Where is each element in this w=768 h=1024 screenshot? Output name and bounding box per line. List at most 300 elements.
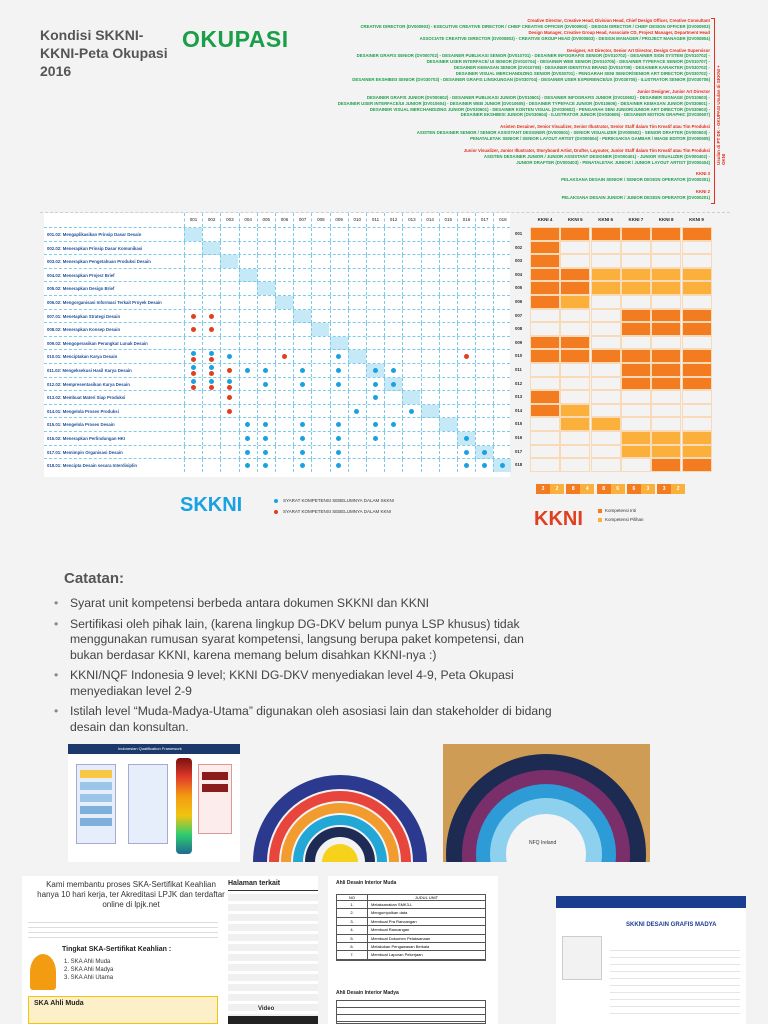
red-dot-icon (227, 385, 232, 390)
kkni-cell (591, 377, 621, 391)
grid-cell (330, 405, 348, 418)
grid-cell (439, 446, 457, 459)
grid-cell (184, 432, 202, 445)
blue-dot-icon (300, 436, 305, 441)
kkni-count-badge: 8 (566, 484, 580, 494)
blue-dot-icon (300, 368, 305, 373)
grid-row (44, 431, 510, 445)
thumbnail-nfq-ireland[interactable] (443, 744, 650, 862)
grid-cell (475, 378, 493, 391)
kkni-cell (591, 227, 621, 241)
red-dot-icon (191, 385, 196, 390)
grid-cell (348, 323, 366, 336)
occupation-line: DESAINER VISUAL MERCHANDIZING SENIOR (DV030701) - PENGARAH SENI SENIOR/SENIOR ART DIRECTOR (DV030702) - (455, 71, 710, 77)
thumb4-item: 3. SKA Ahli Utama (64, 975, 114, 981)
kkni-column-header: KKNI 6 (598, 217, 613, 222)
grid-cell (457, 391, 475, 404)
grid-cell (366, 282, 384, 295)
grid-cell (402, 228, 420, 241)
kkni-cell (621, 241, 651, 255)
blue-dot-icon (209, 365, 214, 370)
blue-dot-icon (464, 436, 469, 441)
grid-cell (439, 337, 457, 350)
row-number: 015 (515, 421, 523, 427)
occupation-line: DESAINER VISUAL MERCHANDIZING JUNIOR (DV030601) - DESAINER KONTEN VISUAL (DV030602) - PENGARAH SENI JUNIOR/JUNIOR ART DIRECTOR (DV030603) - (369, 106, 710, 112)
occupation-line: DESAINER EKSHIBISI JUNIOR (DV030604) - ILUSTRATOR JUNIOR (DV030605) - DESAINER MOTION GRAPHIC (DV030607) (460, 112, 710, 118)
grid-column-header: 016 (457, 213, 475, 227)
grid-cell (184, 418, 202, 431)
table-cell-title: Melaksanakan SMK3-L (367, 901, 485, 908)
kkni-count-badge: 2 (550, 484, 564, 494)
grid-cell (202, 282, 220, 295)
kkni-cell (591, 431, 621, 445)
grid-cell (311, 418, 329, 431)
arc-framework-graphic (250, 744, 430, 862)
grid-cell (421, 242, 439, 255)
blue-dot-icon (191, 379, 196, 384)
grid-cell (275, 337, 293, 350)
kkni-count-badge: 3 (536, 484, 550, 494)
grid-cell (220, 459, 238, 472)
kkni-cell (560, 295, 590, 309)
grid-cell (202, 242, 220, 255)
thumbnail-skkni-web-page[interactable] (556, 896, 746, 1024)
grid-cell (421, 378, 439, 391)
table-cell-title: Melakukan Pengawasan Berkala (367, 943, 485, 950)
grid-column-header: 010 (348, 213, 366, 227)
thumb4-text: Kami membantu proses SKA-Sertifikat Keahlian hanya 10 hari kerja, ter Akreditasi LPJK dan terdaftar online di lpjk.net (37, 880, 225, 909)
thumbnail-arc-framework[interactable] (250, 744, 430, 862)
grid-cell (293, 242, 311, 255)
table-header-no: NO (349, 895, 355, 900)
grid-cell (239, 282, 257, 295)
thumb4-item: 1. SKA Ahli Muda (64, 959, 111, 965)
red-dot-icon (191, 327, 196, 332)
grid-row-label: 014.01: Mengelola Proses Produksi (47, 408, 119, 414)
grid-cell (184, 228, 202, 241)
grid-row (44, 281, 510, 295)
grid-cell (421, 296, 439, 309)
table-cell-title: Membuat Dokumen Pelaksanaan (367, 935, 485, 942)
kkni-cell (560, 417, 590, 431)
grid-cell (239, 391, 257, 404)
grid-cell (311, 282, 329, 295)
grid-cell (257, 269, 275, 282)
grid-cell (311, 310, 329, 323)
grid-cell (493, 323, 511, 336)
okupasi-heading: OKUPASI (182, 26, 289, 52)
kkni-cell (621, 281, 651, 295)
table-header-title: JUDUL UNIT (367, 895, 485, 900)
grid-column-header: 001 (184, 213, 202, 227)
row-number: 006 (515, 299, 523, 304)
kkni-cell (530, 295, 560, 309)
kkni-cell (560, 363, 590, 377)
grid-cell (184, 459, 202, 472)
yellow-square-icon (598, 518, 602, 522)
kkni-cell (651, 227, 681, 241)
grid-cell (457, 282, 475, 295)
table-cell-no: 5. (350, 935, 354, 941)
grid-cell (493, 391, 511, 404)
grid-row-label: 016.02: Menerapkan Perlindungan HKI (47, 436, 126, 441)
grid-cell (493, 378, 511, 391)
grid-row-label: 006.02: Mengorganisasi Informasi Terkait Proyek Desain (47, 300, 162, 305)
kkni-column-header: KKNI 9 (689, 217, 704, 222)
kkni-cell (682, 363, 712, 377)
grid-cell (421, 391, 439, 404)
grid-cell (348, 269, 366, 282)
grid-cell (311, 378, 329, 391)
grid-row (44, 349, 510, 363)
grid-cell (439, 405, 457, 418)
grid-cell (475, 242, 493, 255)
occupation-line: PELAKSANA DESAIN JUNIOR / JUNIOR DESIGN OPERATOR (DV000201) (561, 195, 710, 200)
kkni-cell (682, 254, 712, 268)
kkni-cell (682, 390, 712, 404)
grid-cell (293, 269, 311, 282)
note-item: • Syarat unit kompetensi berbeda antara dokumen SKKNI dan KKNI (52, 596, 552, 612)
grid-cell (421, 255, 439, 268)
table-row (337, 926, 485, 934)
grid-cell (493, 350, 511, 363)
grid-cell (220, 255, 238, 268)
table-cell-no: 7. (350, 952, 354, 958)
grid-cell (184, 296, 202, 309)
kkni-cell (651, 349, 681, 363)
grid-cell (475, 269, 493, 282)
grid-cell (257, 242, 275, 255)
grid-cell (384, 350, 402, 363)
kkni-label: KKNI (534, 508, 583, 530)
grid-cell (439, 228, 457, 241)
orange-square-icon (598, 509, 602, 513)
red-dot-icon (209, 385, 214, 390)
grid-cell (311, 337, 329, 350)
kkni-cell (621, 254, 651, 268)
grid-cell (439, 459, 457, 472)
occupation-line: Junior Designer, Junior Art Director (637, 88, 710, 94)
kkni-cell (530, 445, 560, 459)
blue-dot-icon (336, 382, 341, 387)
thumb7-title: SKKNI DESAIN GRAFIS MADYA (626, 922, 717, 928)
blue-dot-icon (464, 450, 469, 455)
grid-cell (220, 310, 238, 323)
blue-dot-icon (263, 382, 268, 387)
grid-row-label: 011.02: Mengeksekusi Hasil Karya Desain (47, 368, 132, 373)
grid-cell (275, 432, 293, 445)
grid-cell (311, 228, 329, 241)
grid-cell (457, 337, 475, 350)
kkni-cell (591, 254, 621, 268)
grid-cell (421, 228, 439, 241)
kkni-cell (591, 268, 621, 282)
kkni-cell (530, 254, 560, 268)
grid-row (44, 268, 510, 282)
grid-cell (311, 446, 329, 459)
grid-cell (475, 391, 493, 404)
thumb5-video-label: Video (258, 1006, 275, 1012)
grid-cell (184, 255, 202, 268)
legend-core-text: Kompetensi Inti (605, 508, 637, 513)
kkni-cell (591, 458, 621, 472)
kkni-cell (621, 445, 651, 459)
grid-row (44, 227, 510, 241)
grid-cell (439, 391, 457, 404)
table-row (337, 951, 485, 959)
grid-cell (475, 432, 493, 445)
grid-cell (457, 364, 475, 377)
grid-cell (220, 432, 238, 445)
grid-cell (421, 282, 439, 295)
kkni-count-badge: 3 (641, 484, 655, 494)
thumbnail-ska-page[interactable] (22, 876, 229, 1024)
grid-cell (457, 323, 475, 336)
thumbnail-iqf[interactable] (68, 744, 240, 862)
grid-row (44, 322, 510, 336)
grid-cell (421, 446, 439, 459)
grid-cell (475, 255, 493, 268)
blue-dot-icon (274, 499, 278, 503)
kkni-cell (651, 390, 681, 404)
grid-cell (402, 255, 420, 268)
note-item: • Istilah level “Muda-Madya-Utama” digunakan oleh asosiasi lain dan stakeholder di bidang desain dan konsultan. (52, 704, 552, 735)
grid-cell (220, 242, 238, 255)
grid-cell (311, 391, 329, 404)
grid-cell (293, 228, 311, 241)
grid-cell (384, 282, 402, 295)
kkni-bottom-counts (530, 484, 712, 498)
grid-cell (421, 323, 439, 336)
grid-row (44, 404, 510, 418)
grid-cell (275, 418, 293, 431)
kkni-cell (621, 431, 651, 445)
grid-column-header: 009 (330, 213, 348, 227)
thumbnail-table-document[interactable] (328, 876, 498, 1024)
grid-cell (275, 446, 293, 459)
vertical-label: Usulan di PT DK - OKUPASI Usulan di SKKNI + OKNI (716, 65, 726, 165)
grid-cell (421, 364, 439, 377)
grid-cell (348, 242, 366, 255)
thumb6-heading-2: Ahli Desain Interior Madya (336, 990, 399, 996)
grid-cell (257, 391, 275, 404)
kkni-cell (621, 458, 651, 472)
kkni-cell (560, 431, 590, 445)
occupation-line: Asisten Desainer, Senior Visualizer, Senior Illustrator, Senior Staff dalam Tim Kreatif atau Tim Produksi (500, 124, 710, 130)
kkni-cell (591, 322, 621, 336)
kkni-cell (651, 309, 681, 323)
grid-cell (384, 228, 402, 241)
grid-cell (220, 296, 238, 309)
kkni-cell (591, 390, 621, 404)
grid-row (44, 295, 510, 309)
grid-cell (493, 364, 511, 377)
grid-cell (293, 391, 311, 404)
grid-column-header: 005 (257, 213, 275, 227)
grid-cell (493, 446, 511, 459)
kkni-cell (621, 268, 651, 282)
grid-cell (384, 391, 402, 404)
grid-row (44, 336, 510, 350)
grid-cell (239, 310, 257, 323)
table-row (337, 943, 485, 951)
thumb4-heading: Tingkat SKA-Sertifikat Keahlian : (62, 946, 172, 953)
grid-cell (275, 405, 293, 418)
red-dot-icon (191, 371, 196, 376)
table-cell-no: 1. (350, 902, 354, 907)
kkni-cell (682, 336, 712, 350)
grid-cell (257, 296, 275, 309)
grid-cell (293, 350, 311, 363)
grid-cell (366, 269, 384, 282)
grid-column-header: 008 (311, 213, 329, 227)
grid-cell (330, 323, 348, 336)
grid-cell (384, 310, 402, 323)
table-cell-title: Membuat Pra Rancangan (367, 918, 485, 925)
grid-cell (275, 323, 293, 336)
row-number: 017 (515, 448, 523, 454)
occupation-list (170, 18, 710, 204)
occupation-line: DESAINER EKSHIBISI SENIOR (DV030703) - DESAINER GRAFIS LINGKUNGAN (DV030704) - DESAINER USER EXPERIENCE/UX (DV030705) - ILUSTRATOR SENIOR (DV030706) (352, 77, 710, 82)
grid-row-label: 003.02: Menerapkan Pengetahuan Produksi Desain (47, 259, 151, 265)
kkni-cell (651, 431, 681, 445)
grid-cell (493, 269, 511, 282)
grid-cell (311, 269, 329, 282)
kkni-cell (530, 404, 560, 418)
kkni-cell (651, 281, 681, 295)
table-cell-no: 2. (350, 910, 354, 916)
grid-cell (421, 418, 439, 431)
grid-cell (421, 459, 439, 472)
page-title: Kondisi SKKNI-KKNI-Peta Okupasi 2016 (40, 27, 168, 79)
grid-cell (311, 323, 329, 336)
grid-cell (184, 405, 202, 418)
grid-cell (384, 323, 402, 336)
grid-cell (475, 364, 493, 377)
table-row (337, 901, 485, 909)
grid-cell (439, 364, 457, 377)
kkni-cell (621, 309, 651, 323)
grid-cell (457, 255, 475, 268)
blue-dot-icon (373, 368, 378, 373)
kkni-cell (560, 268, 590, 282)
blue-dot-icon (482, 450, 487, 455)
legend-blue-text: SYARAT KOMPETENSI SEBELUMNYA DALAM SKKNI (283, 498, 394, 503)
occupation-line: DESAINER GRAFIS JUNIOR (DV000602) - DESAINER PUBLIKASI JUNIOR (DV010601) - DESAINER INFOGRAFIS JUNIOR (DV010602) - DESAINER SIGNAGE (DV010603) - (366, 94, 710, 100)
grid-row-label: 005.02: Menerapkan Design Brief (47, 286, 115, 292)
kkni-column-header: KKNI 5 (567, 217, 583, 222)
grid-cell (384, 459, 402, 472)
note-item: • Sertifikasi oleh pihak lain, (karena lingkup DG-DKV belum punya LSP khusus) tidak menggunakan rumusan syarat kompetensi, langsung berupa paket kompetensi, dan bukan berdasar KKNI, karena memang belum disahkan KKNI-nya :) (52, 617, 552, 664)
grid-cell (384, 242, 402, 255)
grid-cell (348, 446, 366, 459)
kkni-cell (530, 227, 560, 241)
grid-row-label: 012.02: Mempresentasikan Karya Desain (47, 381, 130, 387)
red-dot-icon (282, 354, 287, 359)
blue-dot-icon (245, 450, 250, 455)
grid-cell (366, 242, 384, 255)
blue-dot-icon (373, 436, 378, 441)
grid-cell (239, 242, 257, 255)
blue-dot-icon (300, 463, 305, 468)
kkni-cell (591, 363, 621, 377)
grid-cell (275, 255, 293, 268)
grid-cell (348, 255, 366, 268)
grid-cell (330, 337, 348, 350)
grid-cell (293, 255, 311, 268)
occupation-line: Junior Visualizer, Junior Illustrator, Storyboard Artist, Drafter, Layouter, Junior Staff dalam Tim Kreatif atau Tim Produksi (463, 147, 710, 153)
kkni-cell (682, 241, 712, 255)
grid-cell (239, 405, 257, 418)
grid-cell (384, 337, 402, 350)
grid-cell (384, 446, 402, 459)
grid-cell (493, 296, 511, 309)
row-number: 007 (515, 312, 523, 318)
kkni-count-badge: 2 (671, 484, 685, 494)
grid-cell (220, 282, 238, 295)
grid-cell (493, 432, 511, 445)
grid-row (44, 390, 510, 404)
grid-cell (439, 310, 457, 323)
grid-cell (275, 242, 293, 255)
kkni-cell (591, 295, 621, 309)
grid-cell (366, 323, 384, 336)
kkni-count-badge: 8 (597, 484, 611, 494)
occupation-line: KKNI 2 (695, 189, 710, 195)
grid-cell (366, 459, 384, 472)
grid-cell (348, 310, 366, 323)
grid-cell (311, 350, 329, 363)
grid-cell (202, 255, 220, 268)
grid-cell (493, 337, 511, 350)
grid-cell (239, 255, 257, 268)
grid-cell (330, 282, 348, 295)
kkni-column-header: KKNI 8 (658, 217, 674, 222)
grid-cell (384, 296, 402, 309)
kkni-cell (621, 363, 651, 377)
grid-cell (348, 282, 366, 295)
grid-cell (239, 323, 257, 336)
grid-header (44, 213, 510, 227)
grid-cell (311, 432, 329, 445)
blue-dot-icon (263, 450, 268, 455)
grid-cell (311, 459, 329, 472)
notes-list (52, 596, 552, 740)
grid-cell (348, 418, 366, 431)
grid-cell (457, 242, 475, 255)
grid-row-label: 013.02: Membuat Materi Siap Produksi (47, 395, 126, 401)
kkni-cell (682, 281, 712, 295)
grid-cell (475, 418, 493, 431)
occupation-line: DESAINER KEMASAN SENIOR (DV010708) - DESAINER IDENTITAS BRAND (DV010709) - DESAINER KARAKTER (DV030702) - (453, 65, 710, 71)
kkni-cell (591, 445, 621, 459)
row-number: 013 (515, 394, 523, 400)
kkni-cell (530, 377, 560, 391)
red-dot-icon (274, 510, 278, 514)
grid-row-label: 015.01: Mengelola Proses Desain (47, 422, 115, 428)
kkni-cell (682, 268, 712, 282)
legend-optional (598, 517, 644, 522)
grid-cell (348, 391, 366, 404)
kkni-cell (530, 268, 560, 282)
row-number: 008 (515, 326, 523, 332)
grid-cell (402, 242, 420, 255)
thumbnail-related-pages[interactable] (228, 876, 318, 1024)
grid-cell (275, 459, 293, 472)
grid-cell (384, 269, 402, 282)
grid-cell (457, 378, 475, 391)
grid-cell (366, 296, 384, 309)
